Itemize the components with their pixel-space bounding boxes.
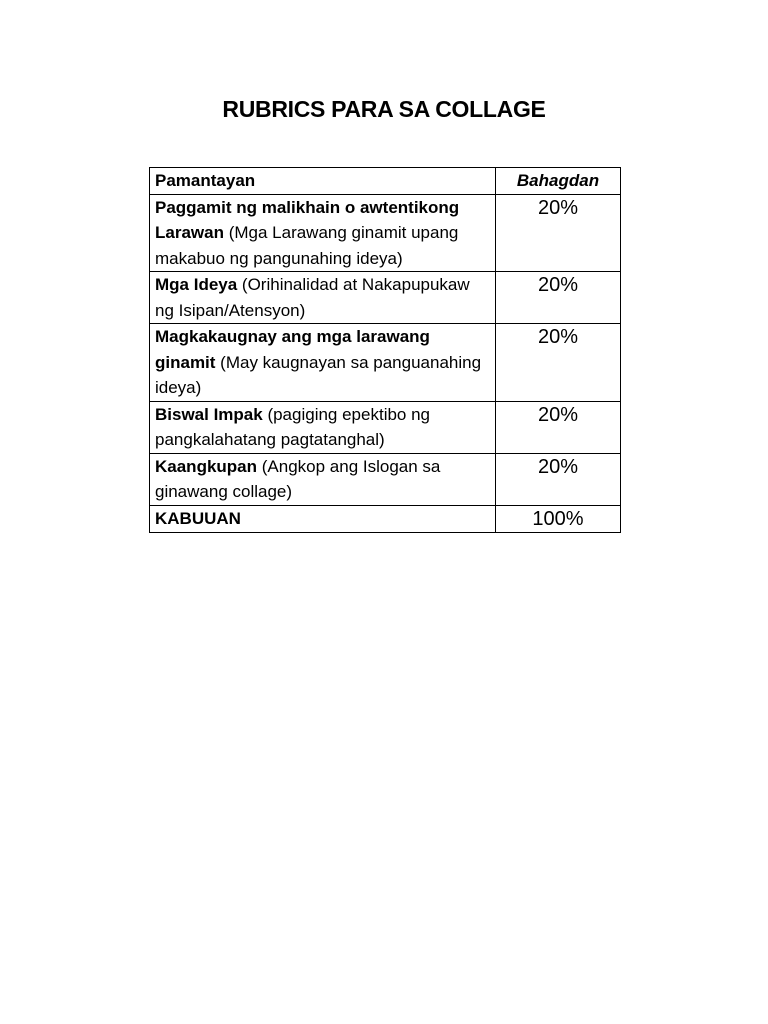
table-row xyxy=(150,324,621,402)
table-row xyxy=(150,453,621,505)
table-row xyxy=(150,194,621,272)
criterion-cell xyxy=(150,453,496,505)
criterion-name: Kaangkupan xyxy=(155,456,258,476)
criterion-description: (pagiging epektibo ng pangkalahatang pagtatanghal) xyxy=(155,404,431,449)
column-header-pamantayan: Pamantayan xyxy=(150,168,496,195)
percent-cell: 20% xyxy=(496,324,621,402)
criterion-name: Magkakaugnay ang mga larawang ginamit xyxy=(155,327,430,372)
table-header-row xyxy=(150,168,621,195)
criterion-cell xyxy=(150,194,496,272)
criterion-description: (May kaugnayan sa panguanahing ideya) xyxy=(155,352,482,397)
criterion-cell xyxy=(150,272,496,324)
percent-cell: 20% xyxy=(496,401,621,453)
criterion-name: Mga Ideya xyxy=(155,275,238,294)
criterion-cell xyxy=(150,401,496,453)
table-row xyxy=(150,401,621,453)
criterion-description: (Angkop ang Islogan sa ginawang collage) xyxy=(155,456,441,501)
criterion-name: Paggamit ng malikhain o awtentikong Larawan xyxy=(155,197,460,242)
criterion-description: (Mga Larawang ginamit upang makabuo ng pangunahing ideya) xyxy=(155,223,459,268)
criterion-name: Biswal Impak xyxy=(155,404,263,424)
table-row xyxy=(150,272,621,324)
total-row xyxy=(150,505,621,532)
total-label: KABUUAN xyxy=(150,505,496,532)
page-title: RUBRICS PARA SA COLLAGE xyxy=(222,96,546,122)
percent-cell: 20% xyxy=(496,194,621,272)
criterion-description: (Orihinalidad at Nakapupukaw ng Isipan/Atensyon) xyxy=(155,275,470,320)
rubric-table xyxy=(149,167,621,533)
percent-cell: 20% xyxy=(496,272,621,324)
percent-cell: 20% xyxy=(496,453,621,505)
total-percent: 100% xyxy=(496,505,621,532)
criterion-cell xyxy=(150,324,496,402)
column-header-bahagdan: Bahagdan xyxy=(496,168,621,195)
